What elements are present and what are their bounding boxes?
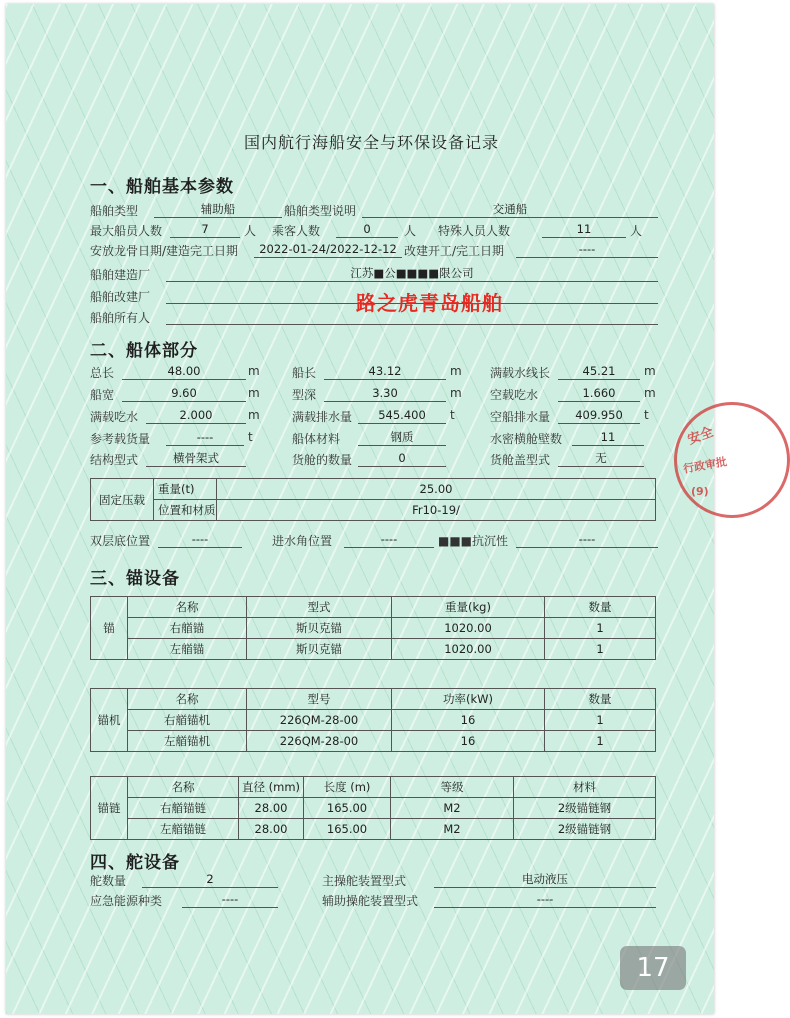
emergency-label: 应急能源种类	[90, 894, 163, 908]
table-row	[91, 819, 656, 840]
windlass-row1-name: 右艏锚机	[128, 710, 247, 731]
flood-label: 进水角位置	[272, 534, 333, 548]
builder-value: 江苏■公■■■■限公司	[166, 266, 658, 282]
chain-row2-grade: M2	[391, 819, 514, 840]
main-steering-label: 主操舵装置型式	[322, 874, 407, 888]
section4-heading: 四、舵设备	[90, 853, 180, 873]
anchor-table	[90, 596, 656, 660]
anchor-row1-qty: 1	[545, 618, 656, 639]
light-draft-label: 空载吃水	[490, 388, 539, 402]
windlass-row2-qty: 1	[545, 731, 656, 752]
hatch-label: 货舱盖型式	[490, 453, 551, 467]
windlass-header-qty: 数量	[545, 689, 656, 710]
windlass-row1-qty: 1	[545, 710, 656, 731]
windlass-row1-power: 16	[392, 710, 545, 731]
loa-unit: m	[248, 364, 260, 378]
anchor-side-label: 锚	[91, 597, 128, 660]
chain-row2-material: 2级锚链钢	[514, 819, 656, 840]
ref-cargo-unit: t	[248, 430, 253, 444]
special-value: 11	[542, 222, 626, 238]
rudder-count-label: 舵数量	[90, 874, 127, 888]
aux-steering-value: ----	[434, 892, 656, 908]
anchor-row1-name: 右艏锚	[128, 618, 247, 639]
full-draft-unit: m	[248, 408, 260, 422]
full-disp-value: 545.400	[358, 408, 446, 424]
full-draft-value: 2.000	[146, 408, 246, 424]
chain-row2-diameter: 28.00	[239, 819, 304, 840]
hull-material-label: 船体材料	[292, 432, 341, 446]
chain-table	[90, 776, 656, 840]
ship-type-desc-label: 船舶类型说明	[284, 204, 357, 218]
windlass-row1-model: 226QM-28-00	[247, 710, 392, 731]
rudder-count-value: 2	[142, 872, 278, 888]
section2-heading: 二、船体部分	[90, 341, 198, 361]
red-overlay-text: 路之虎青岛船舶	[356, 291, 503, 315]
unsinkable-label: ■■■抗沉性	[438, 534, 509, 548]
passengers-value: 0	[336, 222, 398, 238]
main-steering-value: 电动液压	[434, 872, 656, 888]
lbp-unit: m	[450, 364, 462, 378]
windlass-row2-model: 226QM-28-00	[247, 731, 392, 752]
keel-date-label: 安放龙骨日期/建造完工日期	[90, 244, 239, 258]
unsinkable-value: ----	[516, 532, 658, 548]
structure-label: 结构型式	[90, 453, 139, 467]
ballast-table	[90, 478, 656, 521]
ship-type-desc-value: 交通船	[362, 202, 658, 218]
anchor-row2-qty: 1	[545, 639, 656, 660]
light-disp-label: 空船排水量	[490, 410, 551, 424]
passengers-unit: 人	[404, 224, 417, 238]
conversion-date-label: 改建开工/完工日期	[404, 244, 505, 258]
max-crew-value: 7	[170, 222, 240, 238]
builder-label: 船舶建造厂	[90, 268, 151, 282]
anchor-row1-type: 斯贝克锚	[247, 618, 392, 639]
chain-row1-grade: M2	[391, 798, 514, 819]
chain-header-length: 长度 (m)	[304, 777, 391, 798]
hatch-value: 无	[558, 451, 644, 467]
chain-header-material: 材料	[514, 777, 656, 798]
full-draft-label: 满载吃水	[90, 410, 139, 424]
owner-label: 船舶所有人	[90, 311, 151, 325]
table-row	[91, 731, 656, 752]
document-title: 国内航行海船安全与环保设备记录	[244, 133, 500, 152]
anchor-row2-weight: 1020.00	[392, 639, 545, 660]
lbp-label: 船长	[292, 366, 317, 380]
lwl-unit: m	[644, 364, 656, 378]
official-seal: 安全 行政审批 (9)	[674, 402, 790, 518]
special-label: 特殊人员人数	[438, 224, 511, 238]
breadth-unit: m	[248, 386, 260, 400]
light-disp-value: 409.950	[558, 408, 640, 424]
ballast-weight-label: 重量(t)	[154, 479, 217, 500]
chain-row1-diameter: 28.00	[239, 798, 304, 819]
light-disp-unit: t	[644, 408, 649, 422]
depth-value: 3.30	[324, 386, 446, 402]
windlass-row2-name: 左艏锚机	[128, 731, 247, 752]
anchor-row1-weight: 1020.00	[392, 618, 545, 639]
lwl-value: 45.21	[558, 364, 640, 380]
windlass-table	[90, 688, 656, 752]
section3-heading: 三、锚设备	[90, 569, 180, 589]
depth-label: 型深	[292, 388, 317, 402]
bulkheads-label: 水密横舱壁数	[490, 432, 563, 446]
flood-value: ----	[344, 532, 434, 548]
page-number-badge: 17	[620, 946, 686, 990]
section1-heading: 一、船舶基本参数	[90, 177, 234, 197]
table-row	[91, 798, 656, 819]
chain-row1-material: 2级锚链钢	[514, 798, 656, 819]
certificate-page	[6, 4, 728, 1014]
double-bottom-label: 双层底位置	[90, 534, 151, 548]
chain-side-label: 锚链	[91, 777, 128, 840]
anchor-header-qty: 数量	[545, 597, 656, 618]
hull-material-value: 钢质	[358, 430, 446, 446]
holds-label: 货舱的数量	[292, 453, 353, 467]
holds-value: 0	[358, 451, 446, 467]
windlass-side-label: 锚机	[91, 689, 128, 752]
table-row	[91, 639, 656, 660]
double-bottom-value: ----	[158, 532, 242, 548]
windlass-header-power: 功率(kW)	[392, 689, 545, 710]
chain-row2-name: 左艏锚链	[128, 819, 239, 840]
anchor-header-type: 型式	[247, 597, 392, 618]
depth-unit: m	[450, 386, 462, 400]
max-crew-label: 最大船员人数	[90, 224, 163, 238]
structure-value: 横骨架式	[146, 451, 246, 467]
ballast-position-value: Fr10-19/	[217, 500, 656, 521]
light-draft-unit: m	[644, 386, 656, 400]
aux-steering-label: 辅助操舵装置型式	[322, 894, 419, 908]
ballast-position-label: 位置和材质	[154, 500, 217, 521]
ballast-weight-value: 25.00	[217, 479, 656, 500]
chain-header-grade: 等级	[391, 777, 514, 798]
lwl-label: 满载水线长	[490, 366, 551, 380]
breadth-value: 9.60	[122, 386, 246, 402]
full-disp-unit: t	[450, 408, 455, 422]
windlass-header-name: 名称	[128, 689, 247, 710]
owner-line	[166, 309, 658, 325]
chain-header-name: 名称	[128, 777, 239, 798]
light-draft-value: 1.660	[558, 386, 640, 402]
windlass-header-model: 型号	[247, 689, 392, 710]
bulkheads-value: 11	[572, 430, 644, 446]
ref-cargo-label: 参考载货量	[90, 432, 151, 446]
chain-header-diameter: 直径 (mm)	[239, 777, 304, 798]
chain-row1-length: 165.00	[304, 798, 391, 819]
max-crew-unit: 人	[244, 224, 257, 238]
ref-cargo-value: ----	[166, 430, 244, 446]
loa-label: 总长	[90, 366, 115, 380]
special-unit: 人	[630, 224, 643, 238]
ballast-label: 固定压载	[91, 479, 154, 521]
passengers-label: 乘客人数	[272, 224, 321, 238]
ship-type-label: 船舶类型	[90, 204, 139, 218]
breadth-label: 船宽	[90, 388, 115, 402]
chain-row1-name: 右艏锚链	[128, 798, 239, 819]
keel-date-value: 2022-01-24/2022-12-12	[254, 242, 402, 258]
loa-value: 48.00	[122, 364, 246, 380]
anchor-row2-name: 左艏锚	[128, 639, 247, 660]
rebuilder-label: 船舶改建厂	[90, 290, 151, 304]
windlass-row2-power: 16	[392, 731, 545, 752]
lbp-value: 43.12	[324, 364, 446, 380]
chain-row2-length: 165.00	[304, 819, 391, 840]
emergency-value: ----	[182, 892, 278, 908]
anchor-header-weight: 重量(kg)	[392, 597, 545, 618]
full-disp-label: 满载排水量	[292, 410, 353, 424]
conversion-date-value: ----	[516, 242, 658, 258]
ship-type-value: 辅助船	[154, 202, 282, 218]
table-row	[91, 618, 656, 639]
table-row	[91, 710, 656, 731]
anchor-row2-type: 斯贝克锚	[247, 639, 392, 660]
anchor-header-name: 名称	[128, 597, 247, 618]
